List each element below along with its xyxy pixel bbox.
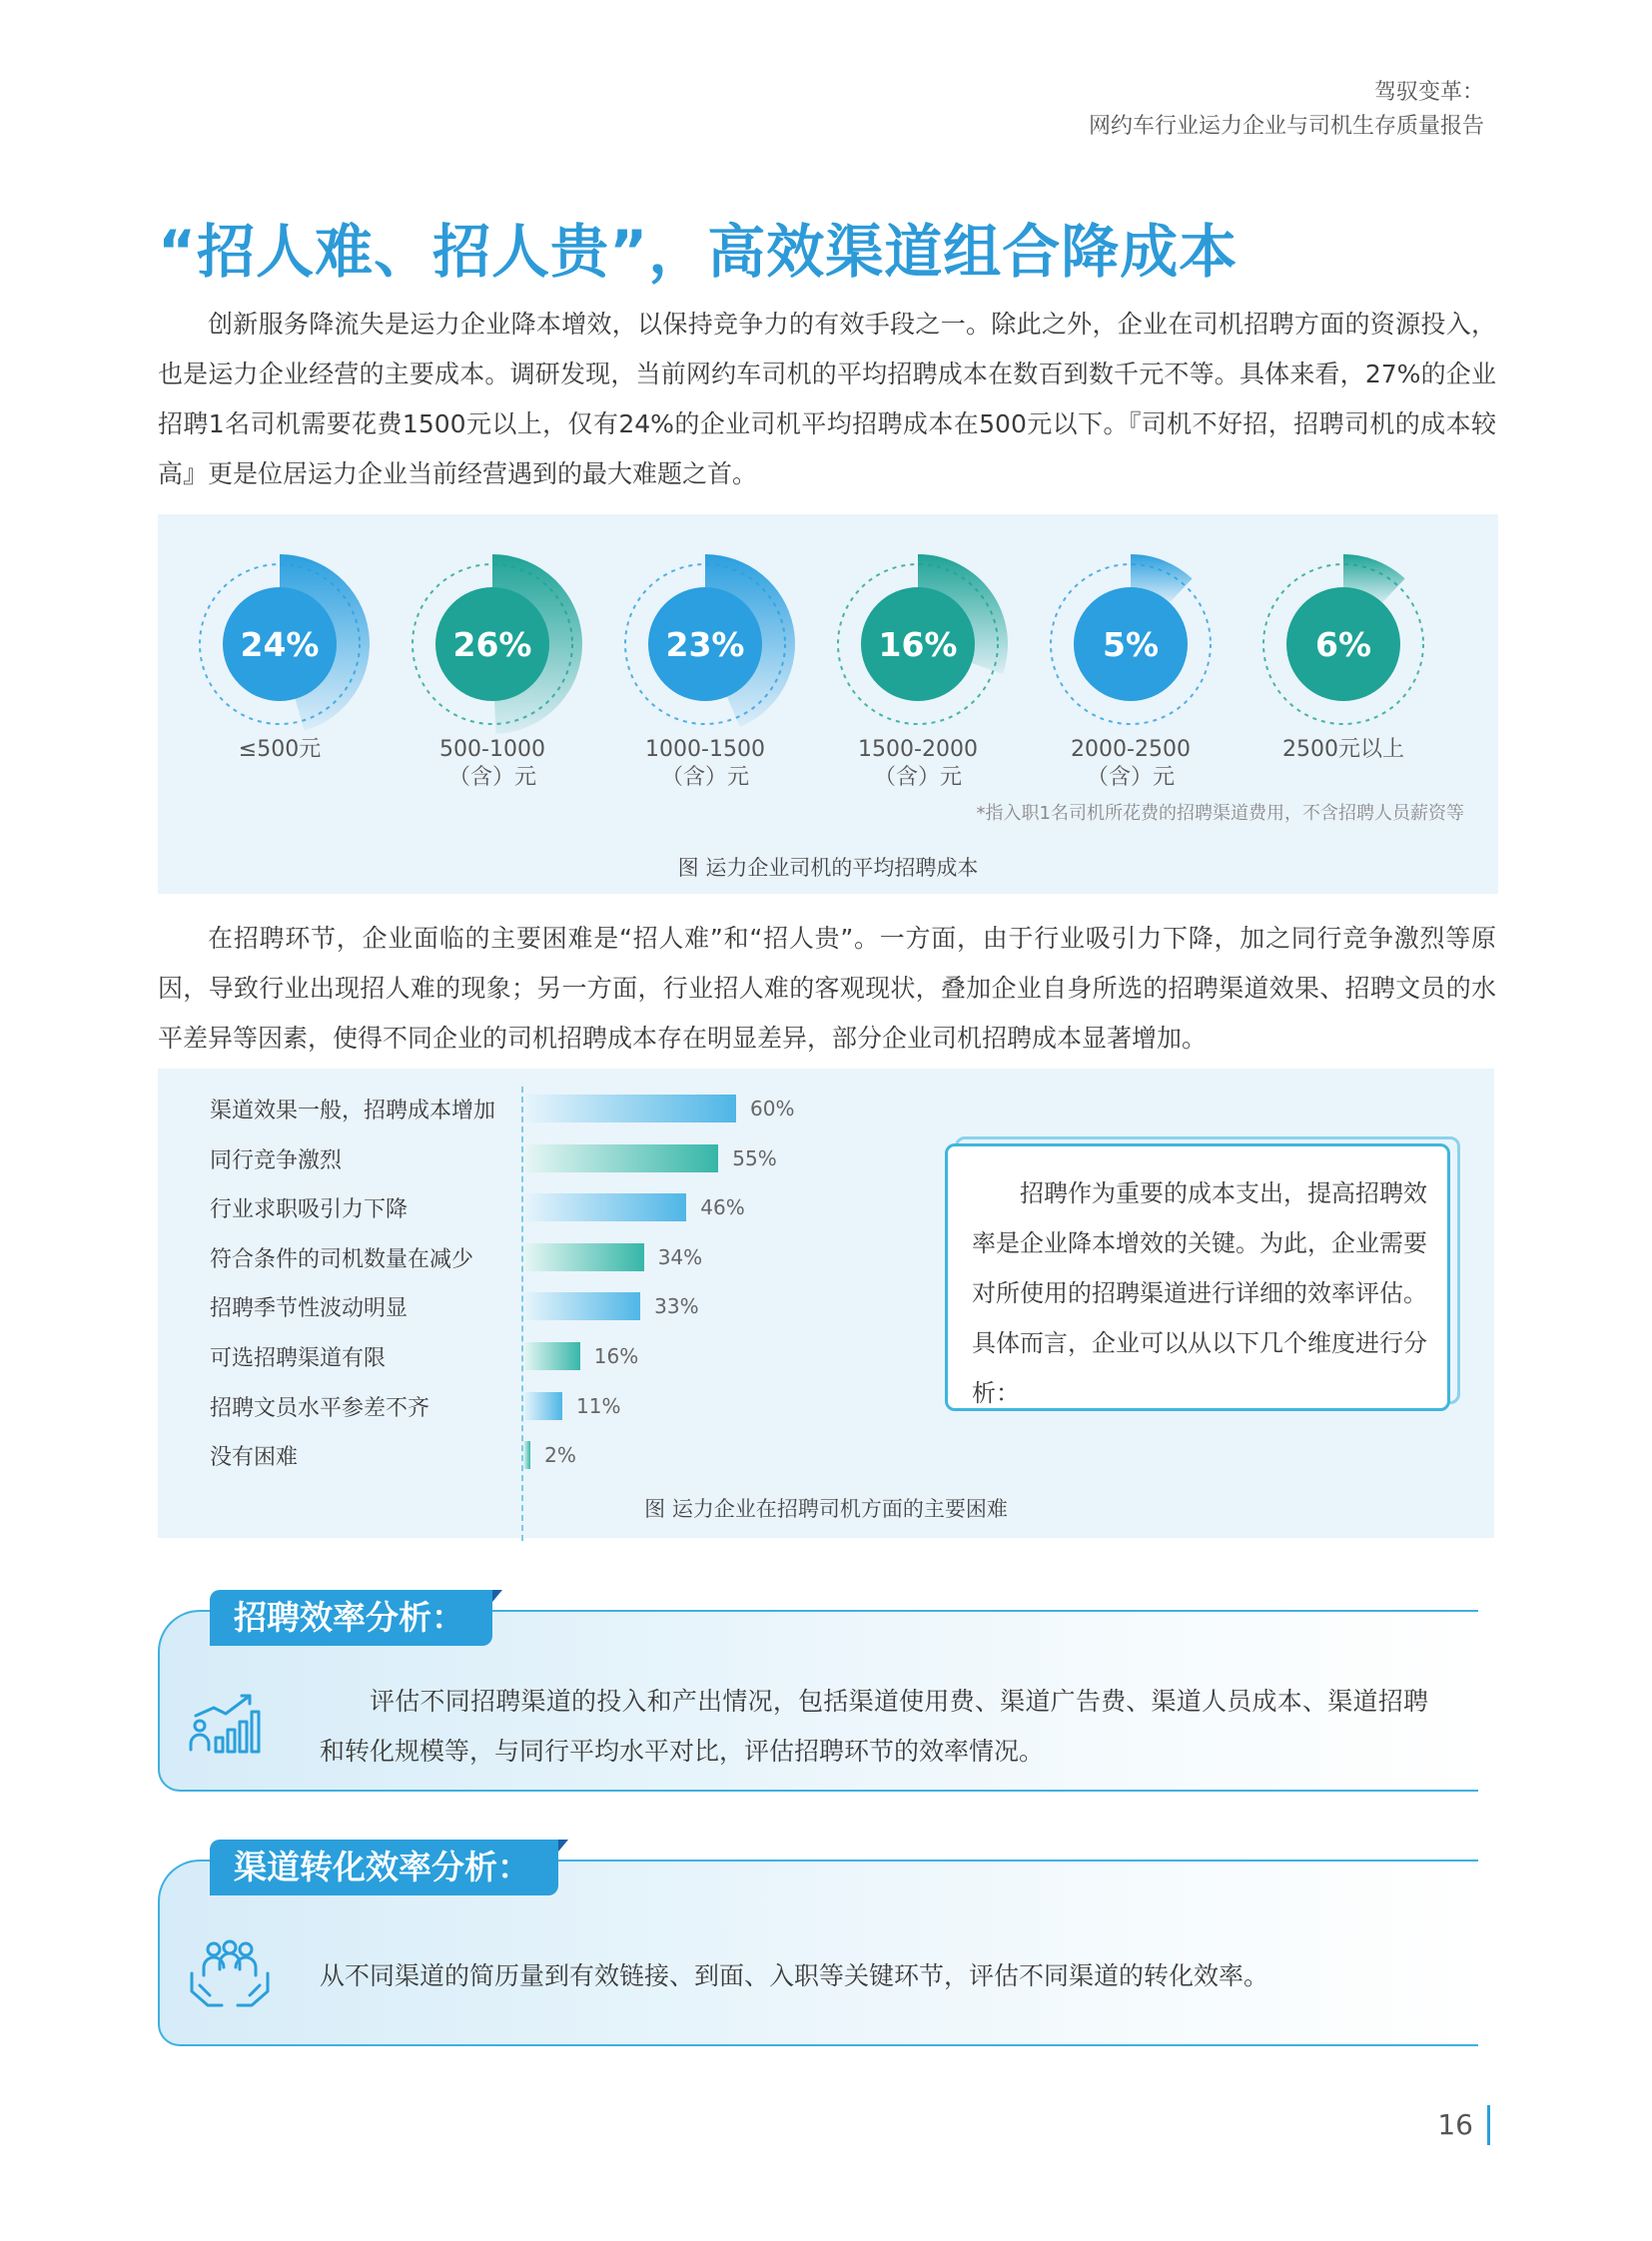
analysis-text: 从不同渠道的简历量到有效链接、到面、入职等关键环节，评估不同渠道的转化效率。 [320, 1961, 1269, 1990]
donut-value-label: 23% [665, 624, 745, 664]
bar [523, 1441, 530, 1469]
analysis-text: 评估不同招聘渠道的投入和产出情况，包括渠道使用费、渠道广告费、渠道人员成本、渠道招聘和转化规模等，与同行平均水平对比，评估招聘环节的效率情况。 [320, 1687, 1428, 1766]
bar-value-label: 16% [593, 1344, 639, 1368]
bar-value-label: 34% [657, 1244, 703, 1269]
bar [523, 1342, 580, 1370]
figure-caption: 图 运力企业在招聘司机方面的主要困难 [644, 1497, 1008, 1521]
bar-category-label: 可选招聘渠道有限 [210, 1346, 387, 1371]
donut-category-line: 500-1000 [439, 737, 545, 762]
report-header [1089, 76, 1484, 144]
donut-value-label: 5% [1102, 624, 1160, 664]
donut-category-line: 2500元以上 [1282, 737, 1404, 762]
bar-category-label: 渠道效果一般，招聘成本增加 [210, 1099, 496, 1123]
bar-category-label: 招聘季节性波动明显 [210, 1296, 409, 1322]
recruit-cost-figure [158, 514, 1498, 894]
donut-2 [393, 544, 592, 744]
people-hands-icon [188, 1939, 272, 2021]
figure-caption: 图 运力企业司机的平均招聘成本 [677, 856, 979, 880]
analysis-box-conversion [158, 1848, 1478, 2046]
donut-value-label: 26% [452, 624, 532, 664]
section-title: “招人难、招人贵”，高效渠道组合降成本 [158, 218, 1239, 286]
bar-value-label: 2% [544, 1443, 576, 1468]
analysis-box-efficiency [158, 1598, 1478, 1792]
donut-category-label [1234, 736, 1453, 764]
header-line-1: 驾驭变革： [1373, 80, 1484, 105]
donut-5 [1031, 544, 1231, 744]
donut-3 [605, 544, 805, 744]
donut-category-line: 1000-1500 [645, 737, 765, 762]
donut-category-line: 2000-2500 [1071, 737, 1191, 762]
bar [523, 1095, 736, 1122]
bar-value-label: 60% [750, 1097, 795, 1120]
donut-category-line: （含）元 [1086, 765, 1175, 790]
donut-category-line: （含）元 [873, 765, 962, 790]
growth-chart-icon [188, 1690, 268, 1764]
analysis-title: 渠道转化效率分析： [210, 1840, 558, 1895]
donut-category-line: ≤500元 [238, 737, 322, 762]
callout-box [945, 1143, 1450, 1411]
donut-category-line: 1500-2000 [858, 737, 978, 762]
bar-value-label: 46% [700, 1195, 745, 1220]
header-line-2: 网约车行业运力企业与司机生存质量报告 [1088, 114, 1484, 139]
difficulty-figure [158, 1069, 1494, 1538]
bar-category-label: 招聘文员水平参差不齐 [210, 1395, 430, 1421]
bar-value-label: 55% [732, 1145, 777, 1170]
bar-value-label: 33% [654, 1294, 699, 1319]
donut-1 [180, 544, 380, 744]
donut-category-line: （含）元 [447, 765, 536, 790]
bar-category-label: 没有困难 [210, 1445, 299, 1471]
bar [523, 1392, 562, 1420]
bar-category-label: 行业求职吸引力下降 [210, 1197, 409, 1223]
difficulty-paragraph: 在招聘环节，企业面临的主要困难是“招人难”和“招人贵”。一方面，由于行业吸引力下降，加之同行竞争激烈等原因，导致行业出现招人难的现象；另一方面，行业招人难的客观现状，叠加企业自身所选的招聘渠道效果、招聘文员的水平差异等因素，使得不同企业的司机招聘成本存在明显差异，部分企业司机招聘成本显著增加。 [158, 924, 1496, 1053]
donut-value-label: 16% [878, 624, 958, 664]
bar [523, 1193, 686, 1221]
donut-6 [1243, 544, 1443, 744]
donut-value-label: 24% [240, 624, 320, 664]
donut-category-label [170, 736, 390, 764]
bar [523, 1243, 644, 1271]
donut-category-label [808, 736, 1028, 792]
donut-category-label [383, 736, 602, 792]
analysis-title: 招聘效率分析： [210, 1590, 492, 1646]
figure-note: *指入职1名司机所花费的招聘渠道费用，不含招聘人员薪资等 [976, 803, 1464, 824]
donut-category-label [1021, 736, 1240, 792]
donut-4 [818, 544, 1018, 744]
donut-category-line: （含）元 [660, 765, 749, 790]
bar [523, 1144, 718, 1172]
donut-category-label [595, 736, 815, 792]
intro-paragraph: 创新服务降流失是运力企业降本增效，以保持竞争力的有效手段之一。除此之外，企业在司机招聘方面的资源投入，也是运力企业经营的主要成本。调研发现，当前网约车司机的平均招聘成本在数百到数千元不等。具体来看，27%的企业招聘1名司机需要花费1500元以上，仅有24%的企业司机平均招聘成本在500元以下。『司机不好招，招聘司机的成本较高』更是位居运力企业当前经营遇到的最大难题之首。 [158, 310, 1496, 488]
bar-category-label: 同行竞争激烈 [210, 1147, 343, 1173]
bar-value-label: 11% [576, 1393, 621, 1418]
bar [523, 1292, 640, 1320]
donut-value-label: 6% [1314, 624, 1372, 664]
callout-text: 招聘作为重要的成本支出，提高招聘效率是企业降本增效的关键。为此，企业需要对所使用的招聘渠道进行详细的效率评估。具体而言，企业可以从以下几个维度进行分析： [972, 1179, 1427, 1407]
page-number: 16 [1437, 2105, 1490, 2145]
bar-category-label: 符合条件的司机数量在减少 [210, 1246, 474, 1272]
